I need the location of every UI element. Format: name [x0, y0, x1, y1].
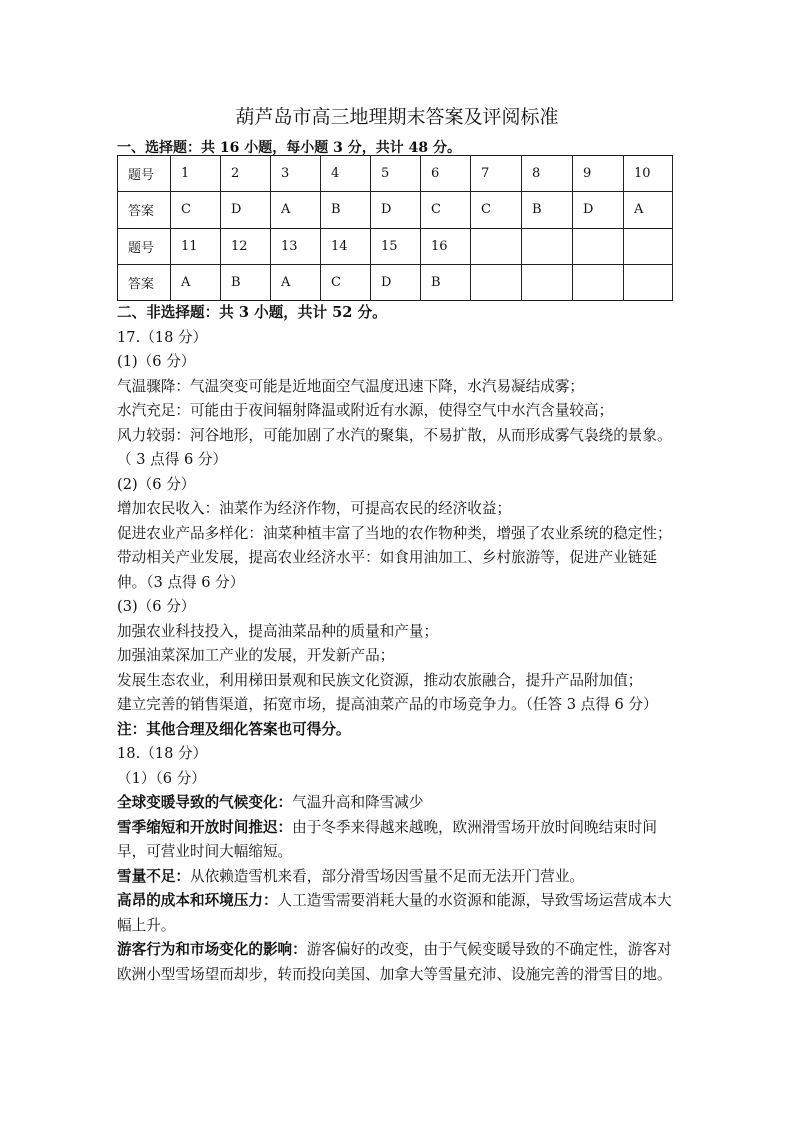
q18-item — [117, 816, 677, 865]
table-cell: A — [624, 192, 673, 228]
q18-item-text: 气温升高和降雪减少 — [292, 794, 424, 811]
table-cell — [522, 228, 573, 264]
q18-item — [117, 865, 677, 890]
table-cell: D — [371, 192, 421, 228]
table-cell: A — [271, 264, 321, 300]
q17-p3-line: 建立完善的销售渠道，拓宽市场，提高油菜产品的市场竞争力。（任答 3 点得 6 分） — [117, 696, 658, 713]
table-row-header-cell: 题号 — [118, 156, 171, 192]
table-cell: C — [171, 192, 221, 228]
q18-item — [117, 791, 677, 816]
table-cell — [471, 228, 522, 264]
table-cell: D — [371, 264, 421, 300]
section-2-heading: 二、非选择题：共 3 小题，共计 52 分。 — [117, 304, 387, 321]
q17-p1-line: 风力较弱：河谷地形，可能加剧了水汽的聚集，不易扩散，从而形成雾气袅绕的景象。（ 3 点得 6 分） — [117, 426, 672, 468]
table-cell: 15 — [371, 228, 421, 264]
q17-p2-line: 促进农业产品多样化：油菜种植丰富了当地的农作物种类，增强了农业系统的稳定性； — [117, 524, 672, 542]
answers-body — [117, 301, 677, 987]
table-cell: B — [522, 192, 573, 228]
q18-item-text: 人工造雪需要消耗大量的水资源和能源，导致雪场运营成本大幅上升。 — [117, 892, 672, 934]
q18-item — [117, 889, 677, 938]
q17-p1-line: 水汽充足：可能由于夜间辐射降温或附近有水源，使得空气中水汽含量较高； — [117, 402, 614, 419]
table-cell: 7 — [471, 156, 522, 192]
table-cell: 1 — [171, 156, 221, 192]
table-cell: 12 — [221, 228, 271, 264]
table-cell — [471, 264, 522, 300]
q17-p3-line: 发展生态农业，利用梯田景观和民族文化资源，推动农旅融合，提升产品附加值； — [117, 671, 643, 689]
table-cell: 3 — [271, 156, 321, 192]
q17-p1-header: (1)（6 分） — [117, 353, 196, 370]
q18-item-label: 雪季缩短和开放时间推迟： — [117, 818, 293, 836]
section-1-heading: 一、选择题：共 16 小题，每小题 3 分，共计 48 分。 — [117, 140, 461, 156]
q17-p3-header: (3)（6 分） — [117, 598, 196, 615]
table-cell: B — [221, 264, 271, 300]
q17-p2-line: 带动相关产业发展，提高农业经济水平：如食用油加工、乡村旅游等，促进产业链延伸。（3 点得 6 分） — [117, 549, 657, 591]
table-cell: D — [573, 192, 624, 228]
table-cell: C — [421, 192, 471, 228]
table-cell: 5 — [371, 156, 421, 192]
table-cell: 11 — [171, 228, 221, 264]
table-cell: 2 — [221, 156, 271, 192]
q18-item-label: 高昂的成本和环境压力： — [117, 892, 278, 909]
table-cell: 13 — [271, 228, 321, 264]
q18-item-text: 从依赖造雪机来看，部分滑雪场因雪量不足而无法开门营业。 — [189, 867, 585, 885]
table-row — [118, 264, 673, 300]
q17-note: 注：其他合理及细化答案也可得分。 — [117, 720, 351, 738]
table-cell — [522, 264, 573, 300]
table-cell: 14 — [321, 228, 371, 264]
table-cell: C — [471, 192, 522, 228]
table-cell: 16 — [421, 228, 471, 264]
table-cell: 10 — [624, 156, 673, 192]
table-cell — [624, 264, 673, 300]
table-cell: C — [321, 264, 371, 300]
table-row-header-cell: 答案 — [118, 264, 171, 300]
table-cell: B — [321, 192, 371, 228]
q18-item-text: 由于冬季来得越来越晚，欧洲滑雪场开放时间晚结束时间早，可营业时间大幅缩短。 — [117, 818, 657, 860]
table-cell: 6 — [421, 156, 471, 192]
table-row-header-cell: 题号 — [118, 228, 171, 264]
page-title: 葫芦岛市高三地理期末答案及评阅标准 — [235, 106, 559, 128]
q17-p3-line: 加强油菜深加工产业的发展，开发新产品； — [117, 647, 395, 664]
q18-item-label: 全球变暖导致的气候变化： — [117, 794, 293, 811]
table-cell: B — [421, 264, 471, 300]
q18-header: 18.（18 分） — [117, 745, 208, 762]
q18-item — [117, 938, 677, 987]
q17-header: 17.（18 分） — [117, 328, 208, 346]
q18-p1-header: （1）（6 分） — [117, 769, 206, 787]
q18-item-label: 雪量不足： — [117, 867, 190, 885]
q18-item-text: 游客偏好的改变，由于气候变暖导致的不确定性，游客对欧洲小型雪场望而却步，转而投向美国、加拿大等雪量充沛、设施完善的滑雪目的地。 — [117, 941, 672, 983]
table-cell — [624, 228, 673, 264]
q17-p2-line: 增加农民收入：油菜作为经济作物，可提高农民的经济收益； — [117, 500, 512, 517]
table-cell — [573, 264, 624, 300]
table-cell: 9 — [573, 156, 624, 192]
q17-p2-header: (2)（6 分） — [117, 475, 196, 493]
table-cell — [573, 228, 624, 264]
table-row — [118, 228, 673, 264]
table-cell: 8 — [522, 156, 573, 192]
q17-p3-line: 加强农业科技投入，提高油菜品种的质量和产量； — [117, 622, 439, 640]
table-cell: A — [271, 192, 321, 228]
table-row-header-cell: 答案 — [118, 192, 171, 228]
table-row — [118, 192, 673, 228]
q18-item-label: 游客行为和市场变化的影响： — [117, 941, 307, 958]
answer-table — [117, 155, 673, 301]
table-cell: 4 — [321, 156, 371, 192]
table-row — [118, 156, 673, 192]
table-cell: A — [171, 264, 221, 300]
q17-p1-line: 气温骤降：气温突变可能是近地面空气温度迅速下降，水汽易凝结成雾； — [117, 377, 585, 395]
table-cell: D — [221, 192, 271, 228]
